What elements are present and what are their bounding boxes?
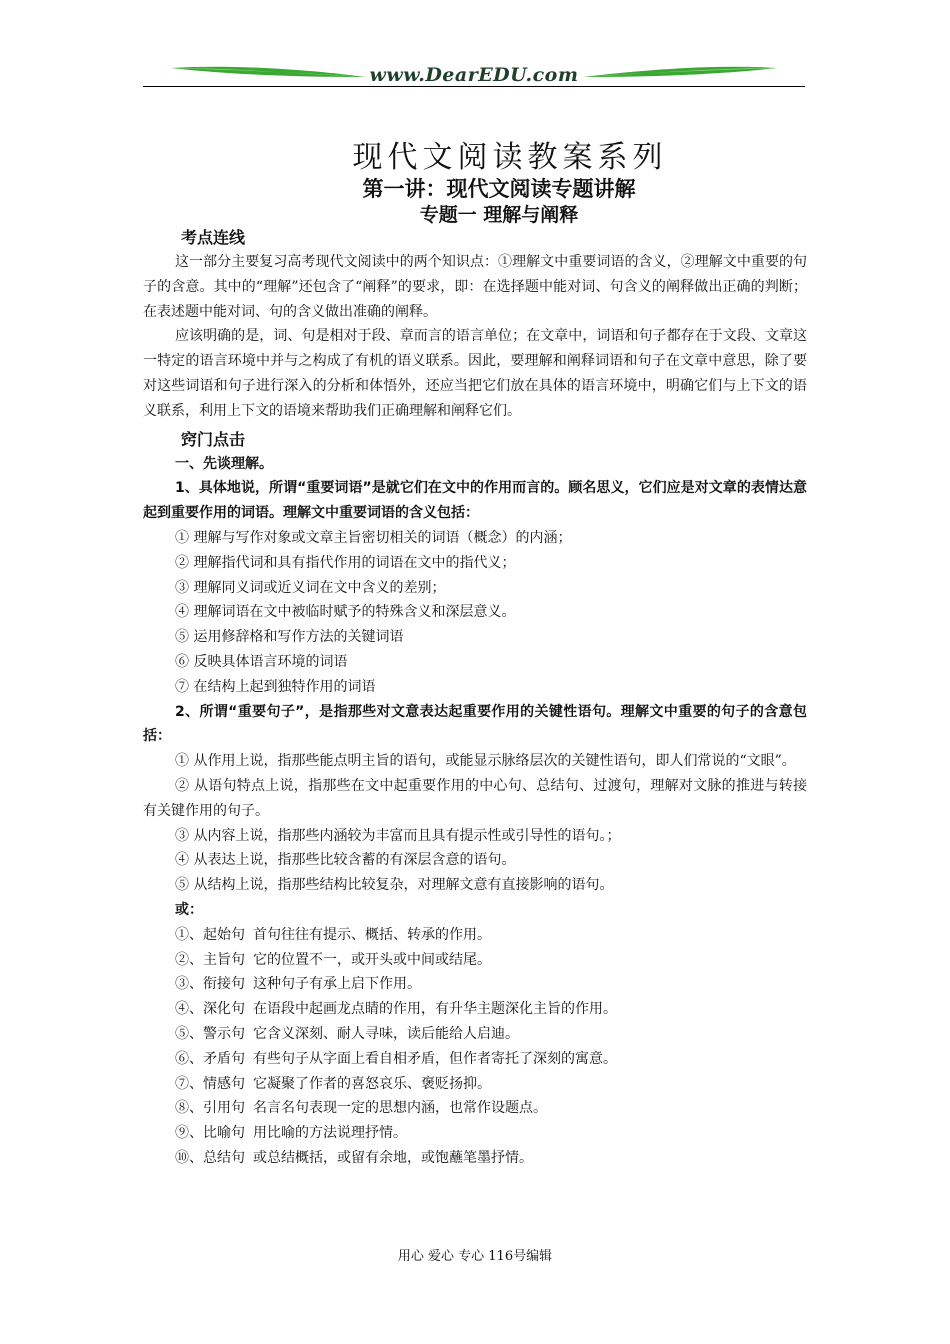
document-body: [143, 226, 807, 1171]
paragraph: 这一部分主要复习高考现代文阅读中的两个知识点：①理解文中重要词语的含义，②理解文中重要的句子的含意。其中的“理解”还包含了“阐释”的要求，即：在选择题中能对词、句含义的阐释做出正确的判断；在表述题中能对词、句的含义做出准确的阐释。: [143, 254, 807, 320]
list-item: [143, 1022, 807, 1047]
type-label: ⑤、警示句: [175, 1025, 245, 1042]
list-item: ⑦ 在结构上起到独特作用的词语: [175, 678, 376, 695]
list-item: ⑥ 反映具体语言环境的词语: [175, 653, 348, 670]
list-item: ② 理解指代词和具有指代作用的词语在文中的指代义；: [175, 554, 516, 571]
list-item: [143, 1096, 807, 1121]
type-desc: 用比喻的方法说理抒情。: [253, 1125, 407, 1142]
topic-title: 专题一 理解与阐释: [419, 204, 579, 226]
type-label: ④、深化句: [175, 1001, 245, 1018]
or-label: 或：: [175, 901, 203, 918]
paragraph: 应该明确的是，词、句是相对于段、章而言的语言单位；在文章中，词语和句子都存在于文段、文章这一特定的语言环境中并与之构成了有机的语义联系。因此，要理解和阐释词语和句子在文章中意思，除了要对这些词语和句子进行深入的分析和体悟外，还应当把它们放在具体的语言环境中，明确它们与上下文的语义联系，利用上下文的语境来帮助我们正确理解和阐释它们。: [143, 328, 807, 419]
section-heading-tips: 窍门点击: [181, 429, 246, 449]
list-item: [143, 1146, 807, 1171]
type-desc: 或总结概括，或留有余地，或饱蘸笔墨抒情。: [253, 1149, 533, 1166]
list-item: ⑤ 运用修辞格和写作方法的关键词语: [175, 629, 404, 646]
type-desc: 名言名句表现一定的思想内涵，也常作设题点。: [253, 1100, 547, 1117]
type-desc: 首句往往有提示、概括、转承的作用。: [253, 926, 491, 943]
list-item: [143, 1047, 807, 1072]
subheading-understanding: 一、先谈理解。: [175, 455, 273, 472]
type-label: ①、起始句: [175, 926, 245, 943]
list-item: [143, 923, 807, 948]
type-label: ⑧、引用句: [175, 1100, 245, 1117]
list-item: [143, 1121, 807, 1146]
type-label: ⑥、矛盾句: [175, 1050, 245, 1067]
list-item: [143, 972, 807, 997]
list-item: ② 从语句特点上说，指那些在文中起重要作用的中心句、总结句、过渡句，理解对文脉的推进与转接有关键作用的句子。: [143, 777, 807, 819]
section-heading-key-points: 考点连线: [181, 228, 246, 247]
type-desc: 它凝聚了作者的喜怒哀乐、褒贬扬抑。: [253, 1075, 491, 1092]
site-logo[interactable]: www.DearEDU.com: [369, 64, 579, 86]
list-item: ④ 从表达上说，指那些比较含蓄的有深层含意的语句。: [175, 852, 516, 869]
type-label: ⑩、总结句: [175, 1149, 245, 1166]
page-footer: 用心 爱心 专心 116号编辑: [397, 1249, 553, 1264]
type-label: ⑨、比喻句: [175, 1125, 245, 1142]
list-item: [143, 1072, 807, 1097]
lecture-title: 第一讲：现代文阅读专题讲解: [362, 177, 636, 201]
list-item: ③ 理解同义词或近义词在文中含义的差别；: [175, 579, 446, 596]
point-important-sentences: 2、所谓“重要句子”，是指那些对文意表达起重要作用的关键性语句。理解文中重要的句子的含意包括：: [143, 703, 807, 745]
list-item: [143, 948, 807, 973]
page-title: 现代文阅读教案系列: [352, 140, 668, 175]
type-desc: 它的位置不一，或开头或中间或结尾。: [253, 951, 491, 968]
header-divider: [143, 86, 805, 87]
type-label: ③、衔接句: [175, 976, 245, 993]
list-item: ⑤ 从结构上说，指那些结构比较复杂，对理解文意有直接影响的语句。: [175, 877, 614, 894]
type-desc: 这种句子有承上启下作用。: [253, 976, 421, 993]
list-item: ④ 理解词语在文中被临时赋予的特殊含义和深层意义。: [175, 604, 516, 621]
list-item: ③ 从内容上说，指那些内涵较为丰富而且具有提示性或引导性的语句。；: [175, 827, 621, 844]
type-label: ②、主旨句: [175, 951, 245, 968]
list-item: ① 从作用上说，指那些能点明主旨的语句，或能显示脉络层次的关键性语句，即人们常说的“文眼”。: [175, 753, 796, 770]
header-banner: [143, 60, 805, 92]
list-item: [143, 997, 807, 1022]
type-label: ⑦、情感句: [175, 1075, 245, 1092]
type-desc: 有些句子从字面上看自相矛盾，但作者寄托了深刻的寓意。: [253, 1050, 617, 1067]
type-desc: 它含义深刻、耐人寻味，读后能给人启迪。: [253, 1025, 519, 1042]
point-important-words: 1、具体地说，所谓“重要词语”是就它们在文中的作用而言的。顾名思义，它们应是对文章的表情达意起到重要作用的词语。理解文中重要词语的含义包括：: [143, 480, 807, 522]
type-desc: 在语段中起画龙点睛的作用，有升华主题深化主旨的作用。: [253, 1001, 617, 1018]
list-item: ① 理解与写作对象或文章主旨密切相关的词语（概念）的内涵；: [175, 529, 572, 546]
